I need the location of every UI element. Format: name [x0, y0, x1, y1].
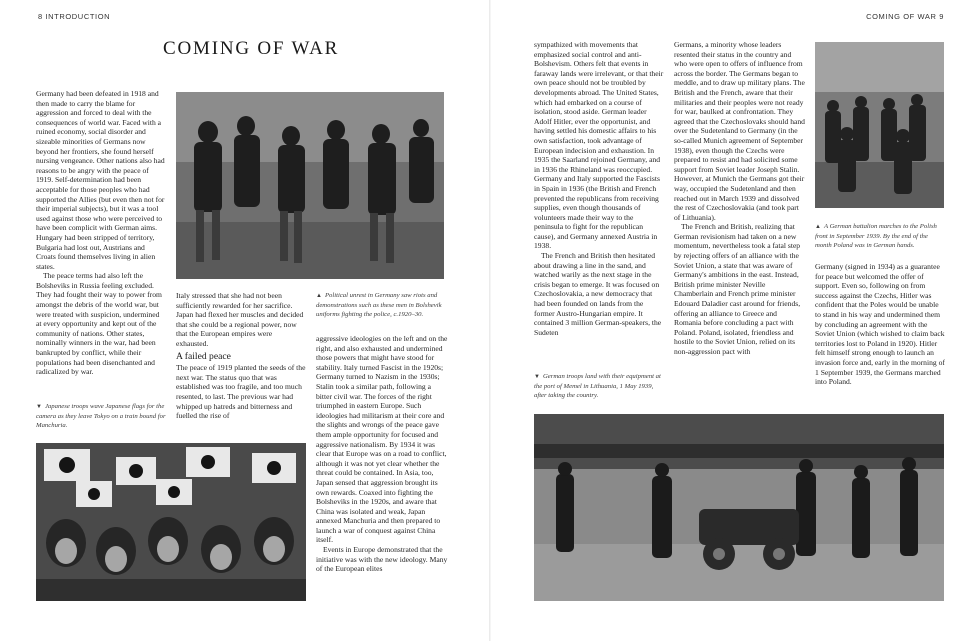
- japanese-troops-photo: [36, 443, 306, 601]
- poland-photo-caption: ▲ A German battalion marches to the Polish front in September 1939. By the end of the month Poland was in German hands.: [815, 223, 937, 249]
- paragraph: sympathized with movements that emphasized social control and anti-Bolshevism. Others felt that events in faraway lands were irrelevant, or that their own peace should not be troubled by developments abroad. The United States, which had embarked on a course of isolation, stood aside. German leader Adolf Hitler, ever the opportunist, and having settled his domestic affairs to his own satisfaction, took advantage of European indecision and exhaustion. In 1935 the Saarland rejoined Germany, and in 1936 the Rhineland was reoccupied. Germany and Italy supported the Fascists in Spain in 1936 (the British and French prevented the republicans from receiving supplies, even though thousands of volunteers made their way to the peninsula to fight for the republican cause), and Germany annexed Austria in 1938.: [534, 40, 664, 251]
- page-gutter: [489, 0, 491, 641]
- german-battalion-photo: [815, 42, 944, 208]
- memel-photo-caption: ▼ German troops land with their equipment at the port of Memel in Lithuania, 1 May 1939, after taking the country.: [534, 373, 661, 399]
- right-column-2: [674, 40, 806, 403]
- left-column-1: [36, 89, 166, 396]
- left-column-3: [316, 334, 448, 602]
- caption-marker-icon: ▲: [815, 224, 821, 230]
- paragraph: Germans, a minority whose leaders resented their status in the country and who were open to offers of influence from across the border. The Germans began to meddle, and to draw up military plans. The British and the French, aware that their militaries and their peoples were not ready for war, baulked at confrontation. They agreed that the Czechoslovaks should hand over the Sudetenland to Germany (in the so-called Munich agreement of September 1938), even though the Czechs were prepared to resist and had solicited some support from Soviet leader Joseph Stalin. However, at Munich the Germans got their way, occupied the Sudetenland and then reached out in March 1939 and dissolved the rest of Czechoslovakia (and took part of Lithuania).: [674, 40, 805, 222]
- paragraph: The peace terms had also left the Bolsheviks in Russia feeling excluded. They had fought their way to power from amongst the debris of the world war, but were treated with suspicion, undermined at every opportunity and kept out of the community of nations. Other states, nominally winners in the war, had been bankrupted by conflict, while their populations had been disenchanted and radicalized by war.: [36, 271, 162, 377]
- paragraph: The French and British then hesitated about drawing a line in the sand, and watched warily as the next stage in the crisis began to emerge. It was focused on Czechoslovakia, a new democracy that had been founded on lands from the former Austro-Hungarian empire. It contained 3 million German-speakers, the Sudeten: [534, 251, 662, 337]
- riot-photo: [176, 92, 444, 279]
- paragraph: Events in Europe demonstrated that the initiative was with the new ideology. Many of the European elites: [316, 545, 448, 574]
- paragraph: The French and British, realizing that German revisionism had taken on a new momentum, nevertheless took a fatal step by rejecting offers of an alliance with the Soviet Union, a state that was aware of Germany's ambitions in the east. Instead, British prime minister Neville Chamberlain and French prime minister Edouard Daladier cast around for friends, offering an alliance to Greece and Romania before concluding a pact with Poland. Poland, isolated, friendless and hostile to the Soviet Union, relied on its non-aggression pact with: [674, 222, 801, 356]
- right-column-1: [534, 40, 664, 363]
- running-head-left: 8 INTRODUCTION: [38, 12, 111, 21]
- running-head-right: COMING OF WAR 9: [866, 12, 944, 21]
- caption-marker-icon: ▼: [36, 404, 42, 410]
- section-heading: A failed peace: [176, 350, 231, 362]
- page-title: COMING OF WAR: [163, 38, 340, 59]
- paragraph: Germany (signed in 1934) as a guarantee for peace but welcomed the offer of support. Even so, following on from success against the Czechs, Hitler was confident that the Poles would be unable to stand in his way and undermined them by concluding an agreement with the Soviet Union (which wished to claim back territories lost to Poland in 1920). Hitler felt himself strong enough to launch an invasion force and, early in the morning of 1 September 1939, the Germans marched into Poland.: [815, 262, 945, 387]
- caption-marker-icon: ▲: [316, 293, 322, 299]
- paragraph: Germany had been defeated in 1918 and then made to carry the blame for aggression and forced to deal with the consequences of world war. Faced with a ruined economy, social disorder and sizeable minorities of Germans now beyond her frontiers, she found herself nursing vengeance. Other nations also had reasons to be angry with the peace of 1919. Self-determination had been acceptable for those peoples who had supported the Allies (but even then not for their imperial subjects), but it was a tool used against those who were perceived to have been complicit with German aims. Hungary had been stripped of territory, Bulgaria had lost out, Austrians and Croats found themselves living in alien states.: [36, 89, 165, 271]
- caption-marker-icon: ▼: [534, 374, 540, 380]
- paragraph: Italy stressed that she had not been sufficiently rewarded for her sacrifice. Japan had flexed her muscles and decided that she could be a regional power, now that the European empires were exhausted.: [176, 291, 304, 348]
- memel-landing-photo: [534, 414, 944, 601]
- japan-photo-caption: ▼ Japanese troops wave Japanese flags for the camera as they leave Tokyo on a train bound for Manchuria.: [36, 403, 166, 429]
- right-column-3: [815, 262, 945, 404]
- paragraph: aggressive ideologies on the left and on the right, and also exhausted and undermined those powers that might have stood for stability. Italy turned Fascist in the 1920s; Germany turned to Nazism in the 1930s; Stalin took a similar path, following a bitter civil war. The forces of the right triumphed in eastern Europe. Such ideologies had militarism at their core and the slights and wrongs of the peace gave them ample opportunity for focused and aggressive nationalism. By 1934 it was clear that Europe was on a road to conflict, although it was not yet clear whether the threat could be contained. In Asia, too, Japan sensed that aggression brought its own rewards. Coaxed into fighting the Bolsheviks in the 1920s, and aware that China was isolated and weak, Japan annexed Manchuria and then prepared to launch a war of conquest against China itself.: [316, 334, 448, 545]
- riot-photo-caption: ▲ Political unrest in Germany saw riots and demonstrations such as these men in Bolshevik uniforms fighting the police, c.1920–30.: [316, 292, 442, 318]
- paragraph: The peace of 1919 planted the seeds of the next war. The status quo that was established was too fragile, and too much resented, to last. The previous war had whipped up hatreds and bitterness and fuelled the rise of: [176, 363, 306, 421]
